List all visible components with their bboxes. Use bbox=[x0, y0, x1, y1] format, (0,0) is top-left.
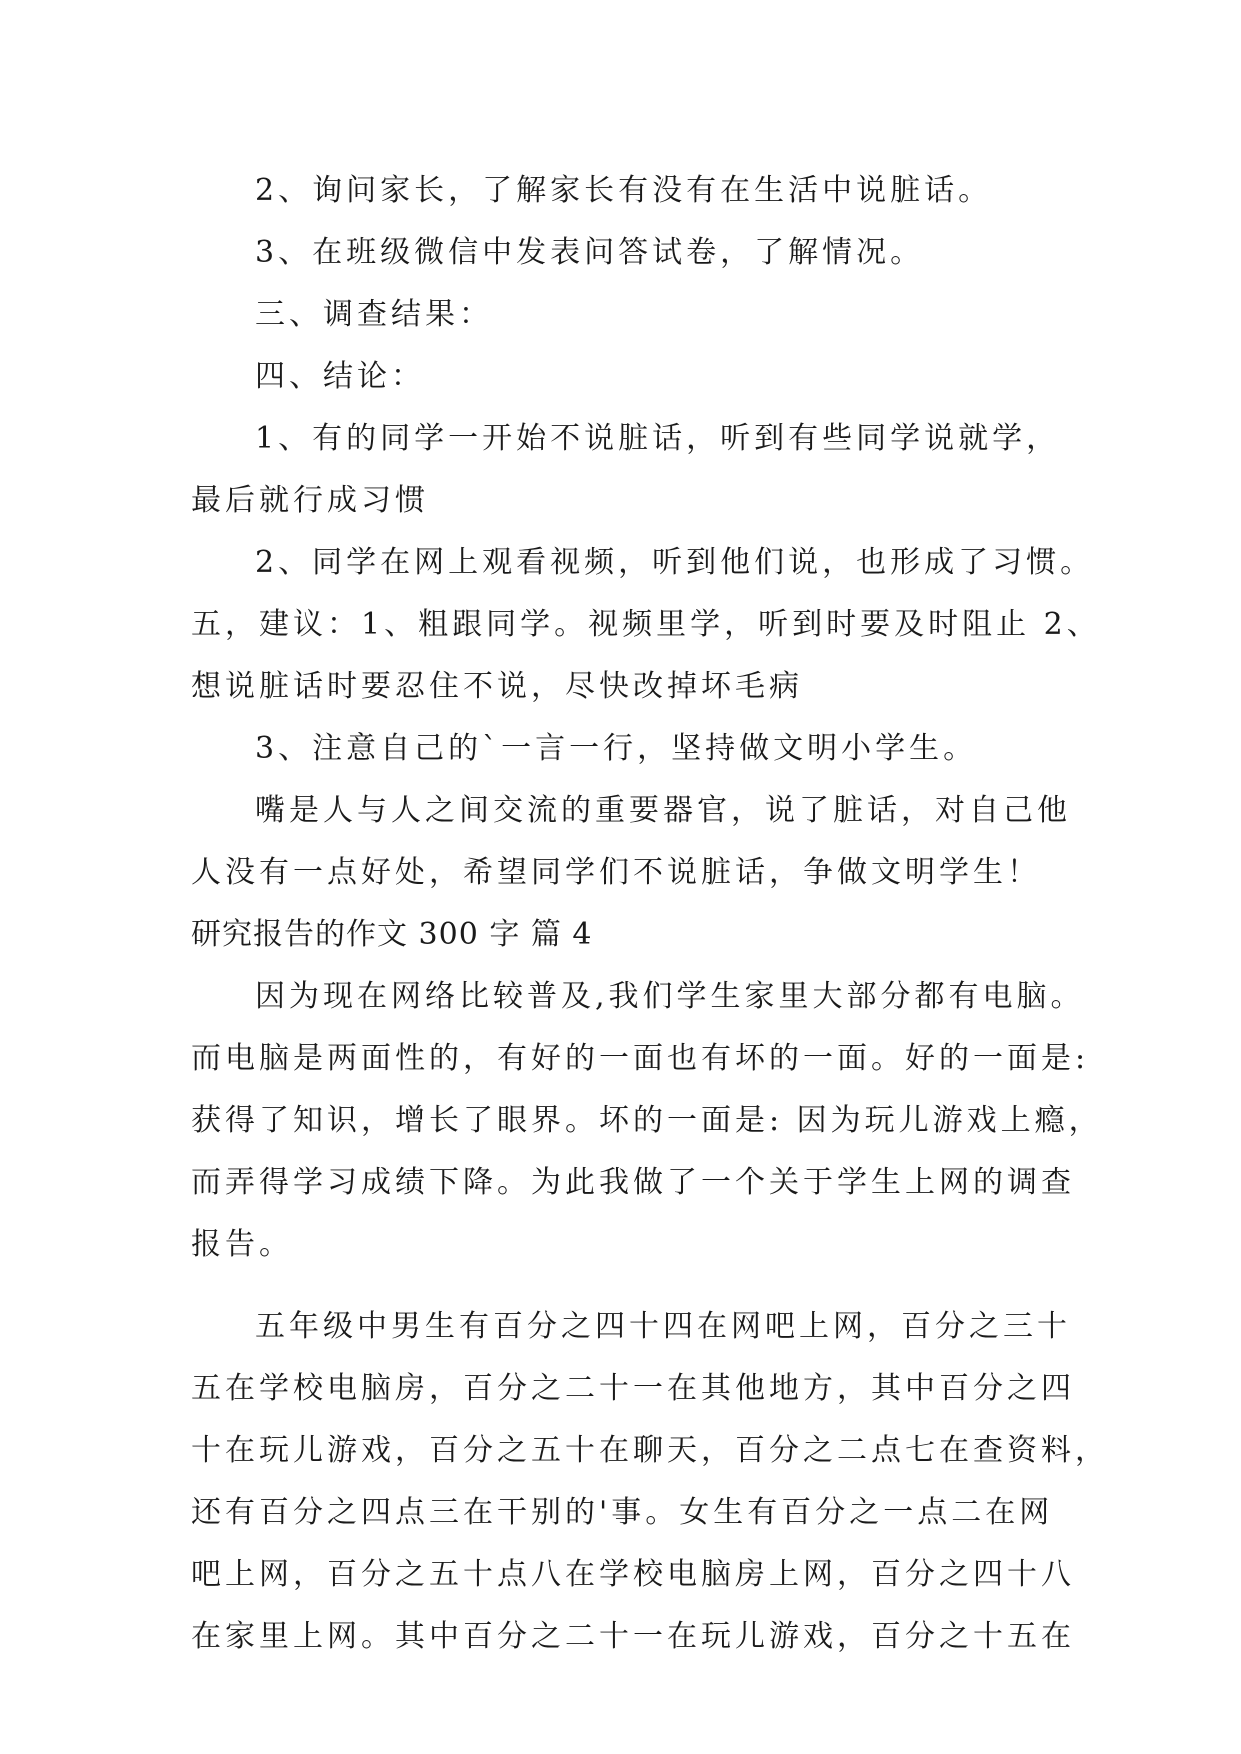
text-line: 十在玩儿游戏，百分之五十在聊天，百分之二点七在查资料， bbox=[191, 1433, 1109, 1468]
text-line: 因为现在网络比较普及,我们学生家里大部分都有电脑。 bbox=[255, 979, 1085, 1014]
text-line: 报告。 bbox=[191, 1227, 293, 1262]
text-line: 四、结论： bbox=[255, 359, 425, 394]
text-line: 1、有的同学一开始不说脏话，听到有些同学说就学， bbox=[255, 421, 1061, 456]
text-line: 三、调查结果： bbox=[255, 297, 493, 332]
text-line: 而弄得学习成绩下降。为此我做了一个关于学生上网的调查 bbox=[191, 1165, 1075, 1200]
paragraph-gap bbox=[191, 1276, 1059, 1296]
text-line: 在家里上网。其中百分之二十一在玩儿游戏，百分之十五在 bbox=[191, 1619, 1075, 1654]
text-line: 3、在班级微信中发表问答试卷，了解情况。 bbox=[255, 235, 925, 270]
text-line: 而电脑是两面性的，有好的一面也有坏的一面。好的一面是: bbox=[191, 1041, 1090, 1076]
text-line: 2、询问家长，了解家长有没有在生活中说脏话。 bbox=[255, 173, 993, 208]
text-line: 五年级中男生有百分之四十四在网吧上网，百分之三十 bbox=[255, 1309, 1071, 1344]
text-line: 吧上网，百分之五十点八在学校电脑房上网，百分之四十八 bbox=[191, 1557, 1075, 1592]
text-line: 3、注意自己的`一言一行，坚持做文明小学生。 bbox=[255, 731, 978, 766]
text-line: 人没有一点好处，希望同学们不说脏话，争做文明学生！ bbox=[191, 855, 1041, 890]
text-line: 获得了知识，增长了眼界。坏的一面是: 因为玩儿游戏上瘾， bbox=[191, 1103, 1103, 1138]
text-line: 五，建议：1、粗跟同学。视频里学，听到时要及时阻止 2、 bbox=[191, 607, 1101, 642]
document-body bbox=[191, 160, 1109, 1668]
text-line: 想说脏话时要忍住不说，尽快改掉坏毛病 bbox=[191, 669, 803, 704]
text-line: 还有百分之四点三在干别的'事。女生有百分之一点二在网 bbox=[191, 1495, 1054, 1530]
section-heading: 研究报告的作文 300 字 篇 4 bbox=[191, 917, 593, 952]
text-line: 2、同学在网上观看视频，听到他们说，也形成了习惯。 bbox=[255, 545, 1095, 580]
text-line: 嘴是人与人之间交流的重要器官，说了脏话，对自己他 bbox=[255, 793, 1071, 828]
text-line: 最后就行成习惯 bbox=[191, 483, 429, 518]
text-line: 五在学校电脑房，百分之二十一在其他地方，其中百分之四 bbox=[191, 1371, 1075, 1406]
